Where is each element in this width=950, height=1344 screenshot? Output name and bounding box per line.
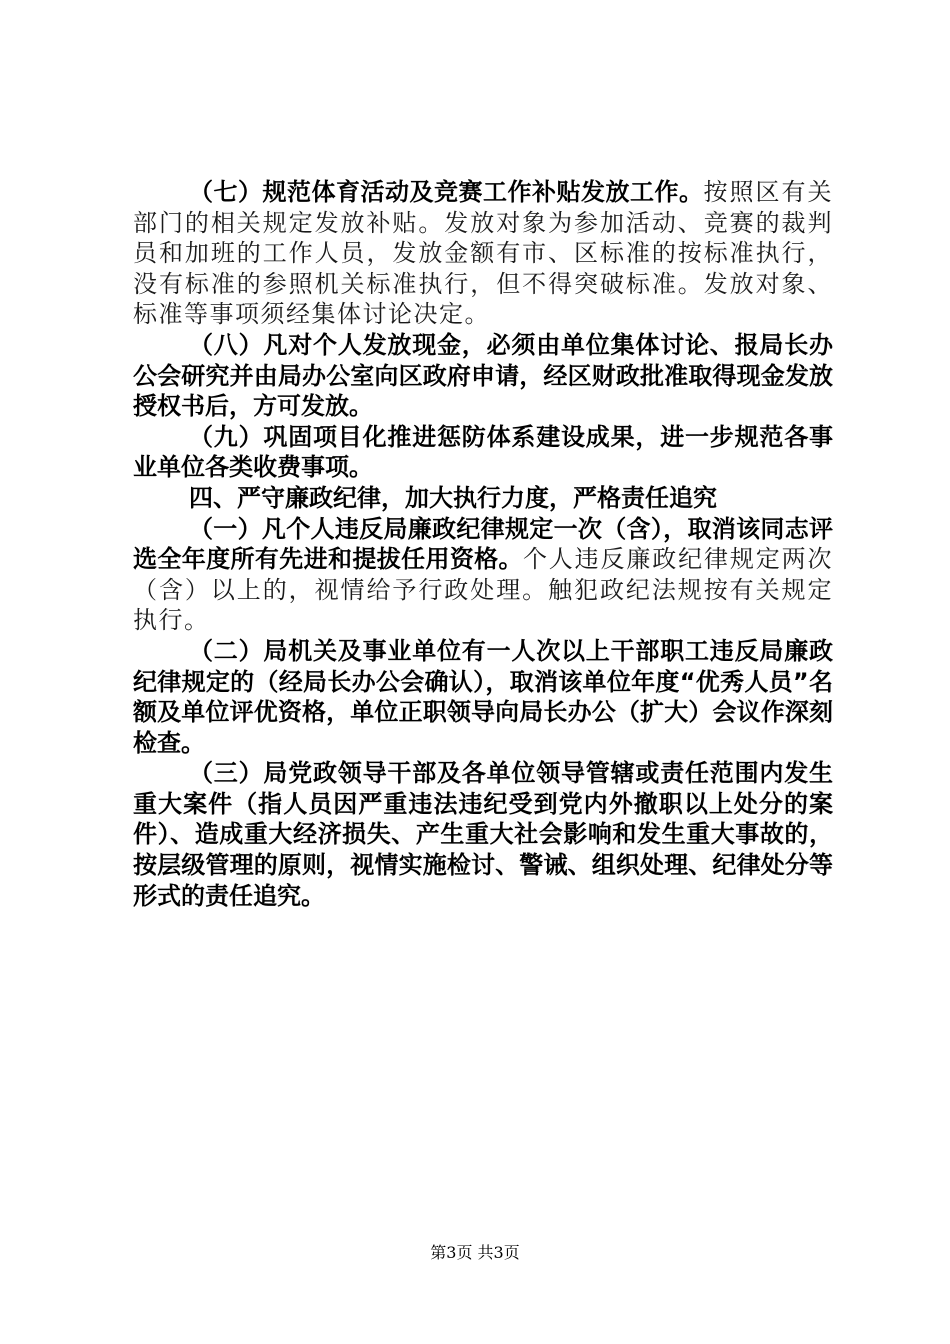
- paragraph-body-text: 个人违反廉政纪律规定两次（含）以上的，视情给予行政处理。触犯政纪法规按有关规定执行。: [133, 545, 834, 635]
- paragraph-bold-text: （九）巩固项目化推进惩防体系建设成果，进一步规范各事业单位各类收费事项。: [133, 422, 833, 482]
- paragraph-section-9: [133, 422, 833, 483]
- paragraph-bold-text: （七）规范体育活动及竞赛工作补贴发放工作。: [189, 178, 704, 206]
- paragraph-bold-text: （一）凡个人违反局廉政纪律规定一次（含），取消该同志评选全年度所有先进和提拔任用资格。: [133, 514, 833, 574]
- paragraph-subsection-1: [133, 514, 833, 636]
- section-heading-4: [133, 483, 833, 514]
- paragraph-subsection-2: [133, 636, 833, 758]
- paragraph-bold-text: （二）局机关及事业单位有一人次以上干部职工违反局廉政纪律规定的（经局长办公会确认），取消该单位年度“优秀人员”名额及单位评优资格，单位正职领导向局长办公（扩大）会议作深刻检查。: [133, 636, 833, 757]
- section-heading-text: 四、严守廉政纪律，加大执行力度，严格责任追究: [189, 483, 717, 512]
- page-number: 第3页 共3页: [430, 1243, 520, 1262]
- paragraph-section-8: [133, 330, 833, 422]
- paragraph-body-text: 按照区有关部门的相关规定发放补贴。发放对象为参加活动、竞赛的裁判员和加班的工作人员，发放金额有市、区标准的按标准执行，没有标准的参照机关标准执行，但不得突破标准。发放对象、标准等事项须经集体讨论决定。: [133, 178, 833, 329]
- paragraph-bold-text: （三）局党政领导干部及各单位领导管辖或责任范围内发生重大案件（指人员因严重违法违纪受到党内外撤职以上处分的案件）、造成重大经济损失、产生重大社会影响和发生重大事故的，按层级管理的原则，视情实施检讨、警诫、组织处理、纪律处分等形式的责任追究。: [133, 759, 833, 910]
- page-footer: [0, 1243, 950, 1263]
- paragraph-bold-text: （八）凡对个人发放现金，必须由单位集体讨论、报局长办公会研究并由局办公室向区政府申请，经区财政批准取得现金发放授权书后，方可发放。: [133, 330, 833, 421]
- paragraph-subsection-3: [133, 758, 833, 911]
- document-body: [133, 177, 833, 911]
- paragraph-section-7: [133, 177, 833, 330]
